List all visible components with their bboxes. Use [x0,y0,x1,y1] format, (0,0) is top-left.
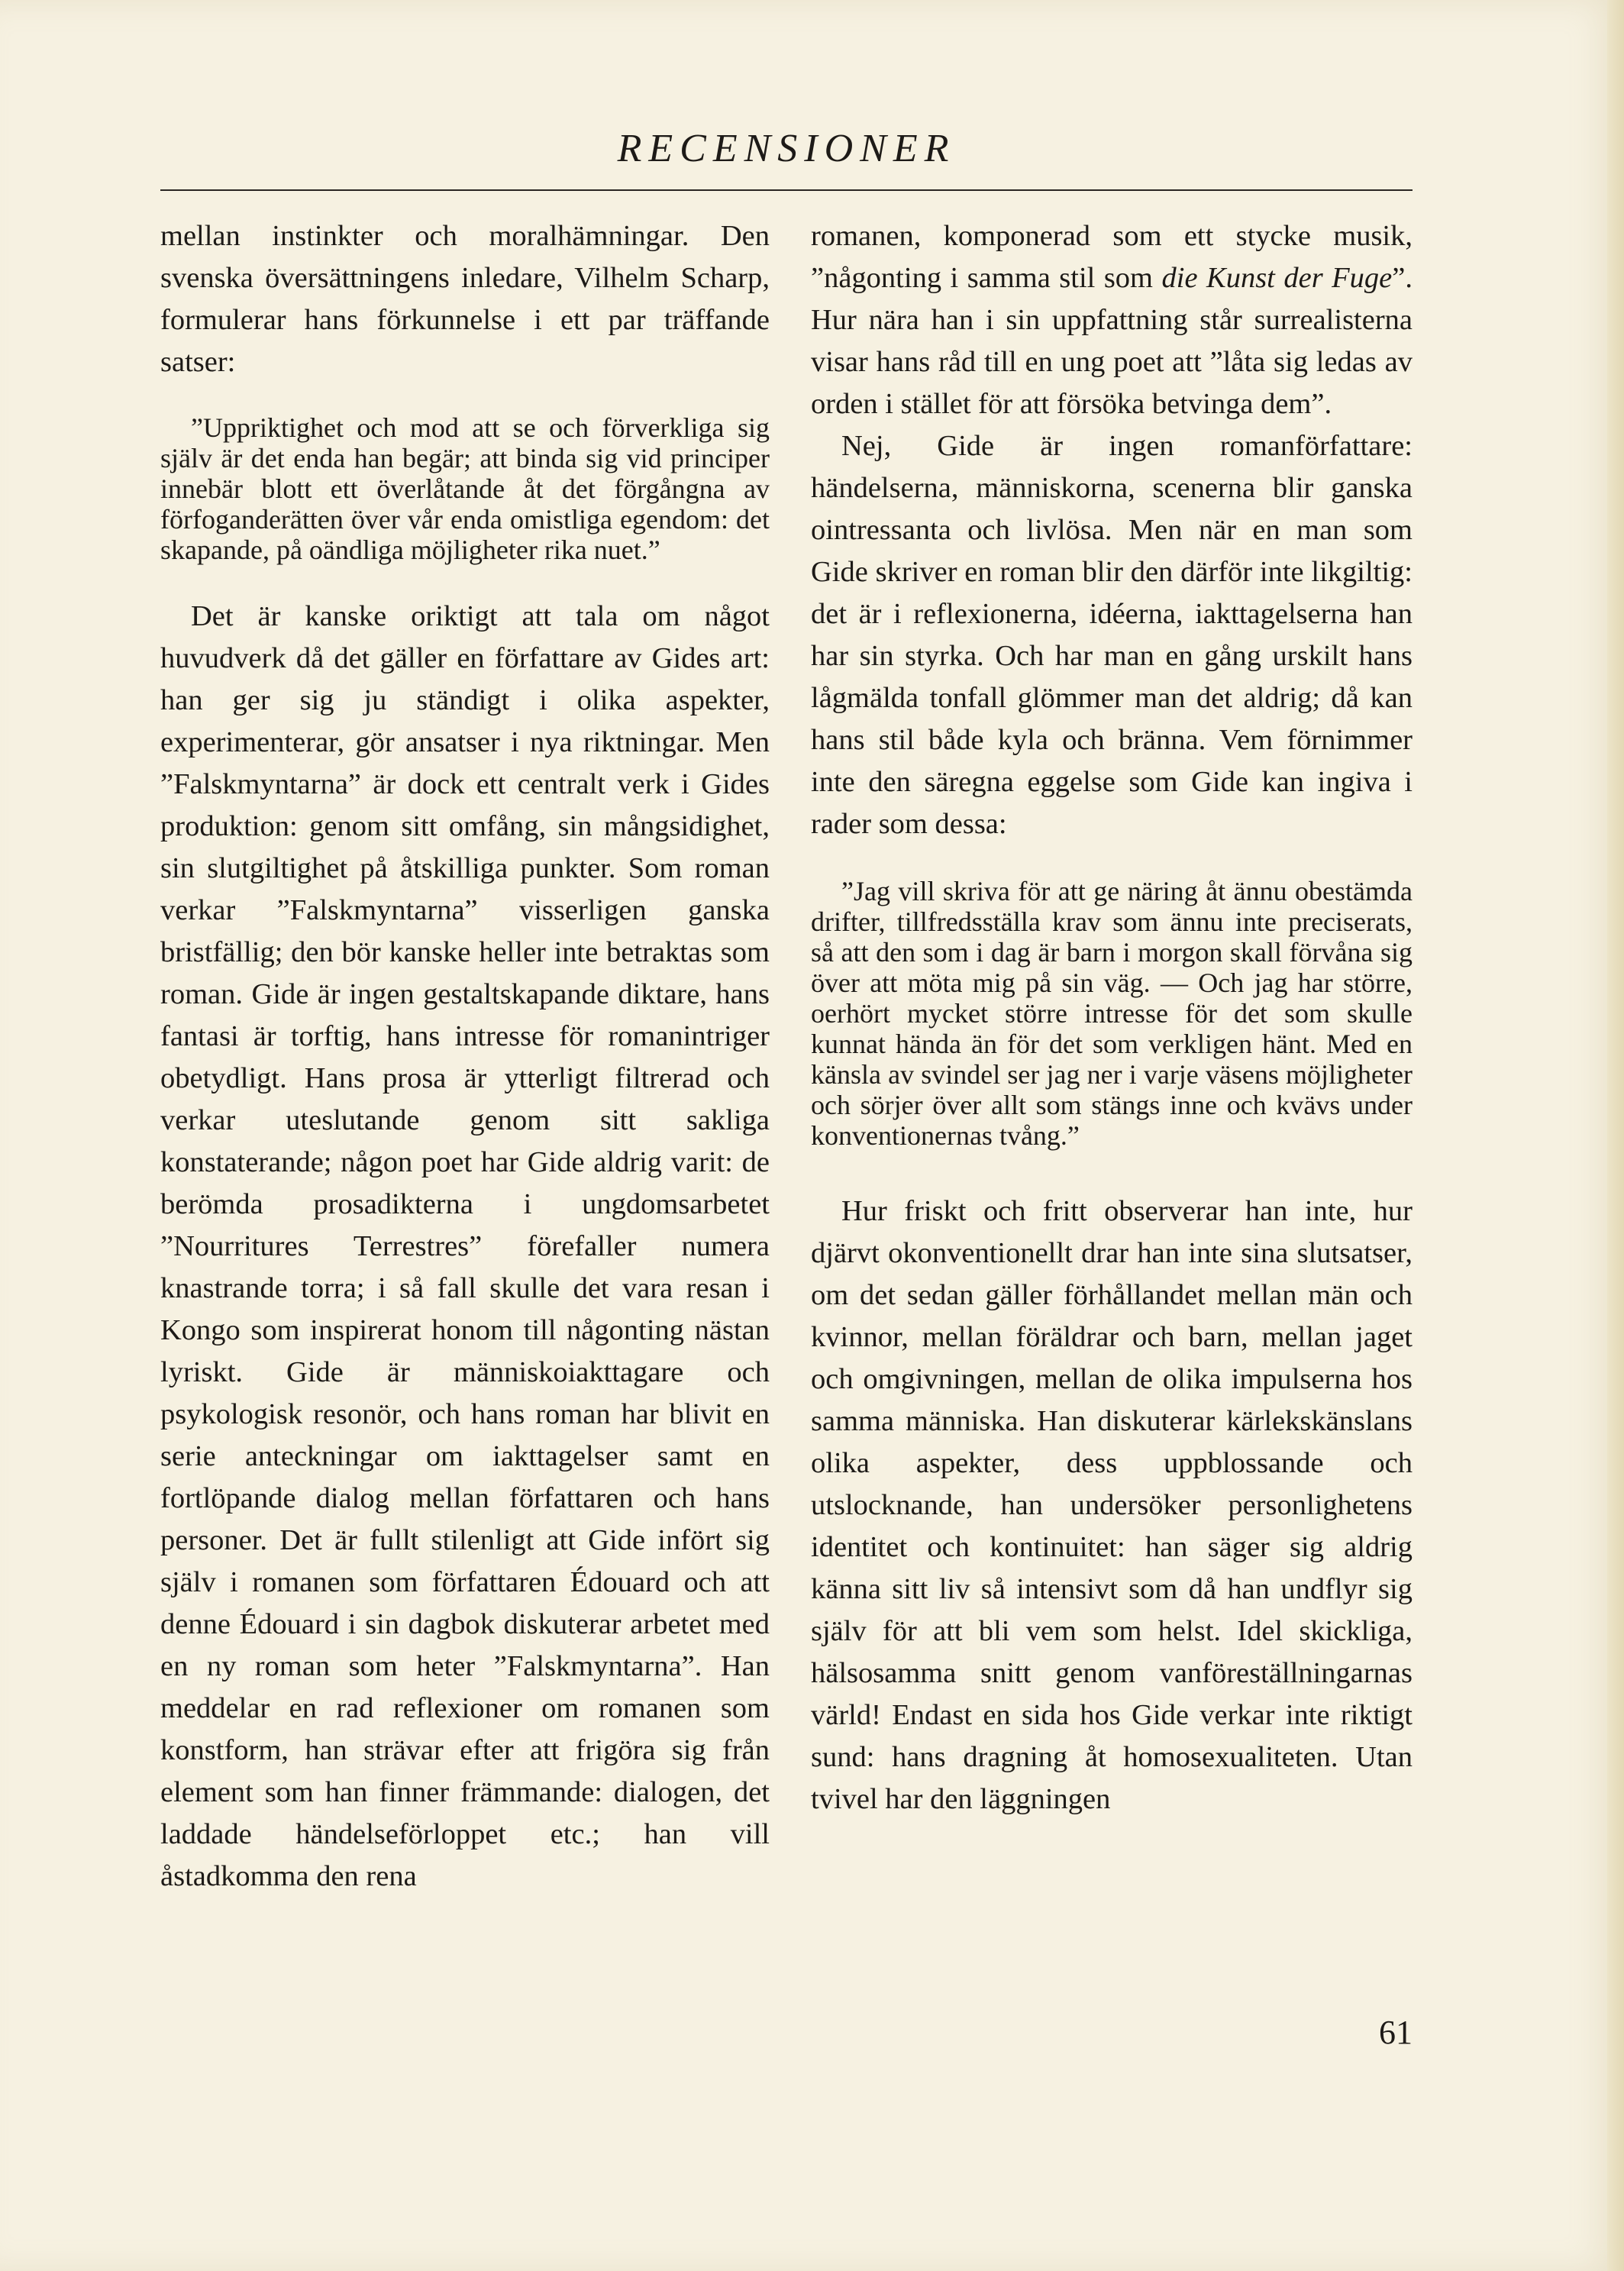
right-paragraph-1-italic-title: die Kunst der Fuge [1161,262,1393,294]
left-block-quote: ”Uppriktighet och mod att se och förverkliga sig själv är det enda han begär; att binda sig vid principer innebär blott ett överlåtande åt det förgångna av förfoganderätten över vår enda omistliga egendom: det skapande, på oändliga möjligheter rika nuet.” [160,412,770,565]
left-column [160,215,770,1898]
page-edge [1607,0,1624,2271]
right-block-quote: ”Jag vill skriva för att ge näring åt ännu obestämda drifter, tillfredsställa krav som ännu inte preciserats, så att den som i dag är barn i morgon skall förvåna sig över att möta mig på sin väg. — Och jag har större, oerhört mycket större intresse för det som skulle kunnat hända än för det som verkligen hänt. Med en känsla av svindel ser jag ner i varje väsens möjligheter och sörjer över allt som stängs inne och kvävs under konventionernas tvång.” [811,876,1413,1151]
running-header: RECENSIONER [617,127,956,170]
right-paragraph-1 [811,215,1413,425]
left-paragraph-2: Det är kanske oriktigt att tala om något huvudverk då det gäller en författare av Gides art: han ger sig ju ständigt i olika aspekter, experimenterar, gör ansatser i nya riktningar. Men ”Falskmyntarna” är dock ett centralt verk i Gides produktion: genom sitt omfång, sin mångsidighet, sin slutgiltighet på åtskilliga punkter. Som roman verkar ”Falskmyntarna” visserligen ganska bristfällig; den bör kanske heller inte betraktas som roman. Gide är ingen gestaltskapande diktare, hans fantasi är torftig, hans intresse för romanintriger obetydligt. Hans prosa är ytterligt filtrerad och verkar uteslutande genom sitt sakliga konstaterande; någon poet har Gide aldrig varit: de berömda prosadikterna i ungdomsarbetet ”Nourritures Terrestres” förefaller numera knastrande torra; i så fall skulle det vara resan i Kongo som inspirerat honom till någonting nästan lyriskt. Gide är människoiakttagare och psykologisk resonör, och hans roman har blivit en serie anteckningar om iakttagelser samt en fortlöpande dialog mellan författaren och hans personer. Det är fullt stilenligt att Gide infört sig själv i romanen som författaren Édouard och att denne Édouard i sin dagbok diskuterar arbetet med en ny roman som heter ”Falskmyntarna”. Han meddelar en rad reflexioner om romanen som konstform, han strävar efter att frigöra sig från element som han finner främmande: dialogen, det laddade händelseförloppet etc.; han vill åstadkomma den rena [160,600,770,1892]
header-rule [160,189,1413,191]
right-paragraph-1-text-b: ”. Hur nära han i sin uppfattning står surrealisterna visar hans råd till en ung poet att ”låta sig ledas av orden i stället för att försöka betvinga dem”. [811,262,1413,420]
right-column [811,215,1413,1820]
right-paragraph-3: Hur friskt och fritt observerar han inte, hur djärvt okonventionellt drar han inte sina slutsatser, om det sedan gäller förhållandet mellan män och kvinnor, mellan föräldrar och barn, mellan jaget och omgivningen, mellan de olika impulserna hos samma människa. Han diskuterar kärlekskänslans olika aspekter, dess uppblossande och utslocknande, han undersöker personlighetens identitet och kontinuitet: han säger sig aldrig känna sitt liv så intensivt som då han undflyr sig själv för att bli vem som helst. Idel skickliga, hälsosamma snitt genom vanföreställningarnas värld! Endast en sida hos Gide verkar inte riktigt sund: hans dragning åt homosexualiteten. Utan tvivel har den läggningen [811,1195,1413,1815]
right-paragraph-1-text-a: romanen, komponerad som ett stycke musik, ”någonting i samma stil som [811,220,1413,294]
left-paragraph-1: mellan instinkter och moralhämningar. Den svenska översättningens inledare, Vilhelm Scharp, formulerar hans förkunnelse i ett par träffande satser: [160,220,770,378]
page-number: 61 [1379,2014,1413,2051]
right-paragraph-2: Nej, Gide är ingen romanförfattare: händelserna, människorna, scenerna blir ganska ointressanta och livlösa. Men när en man som Gide skriver en roman blir den därför inte likgiltig: det är i reflexionerna, idéerna, iakttagelserna han har sin styrka. Och har man en gång urskilt hans lågmälda tonfall glömmer man det aldrig; då kan hans stil både kyla och bränna. Vem förnimmer inte den säregna eggelse som Gide kan ingiva i rader som dessa: [811,430,1413,840]
